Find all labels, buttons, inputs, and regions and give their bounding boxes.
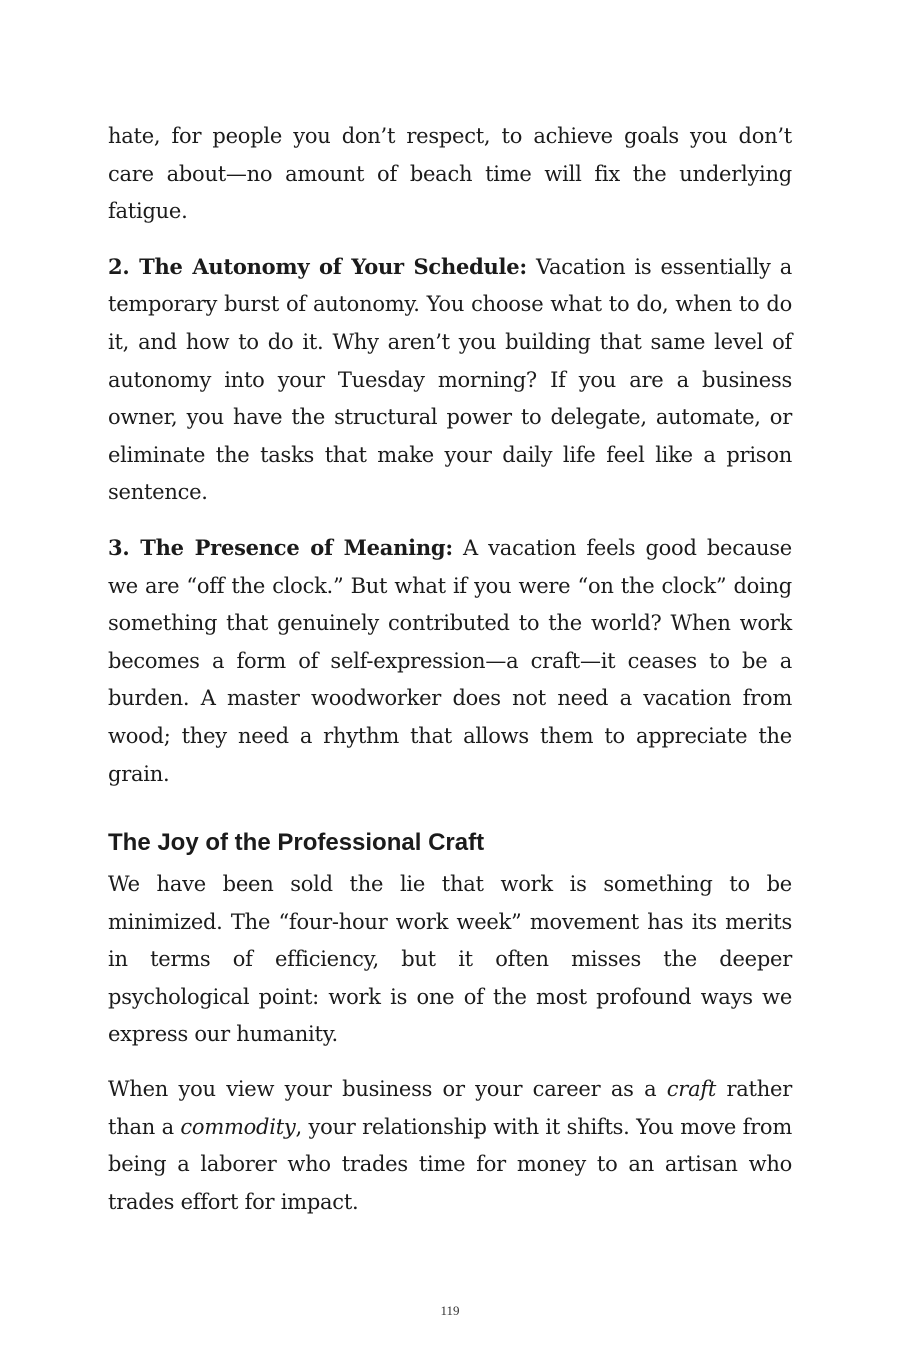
section-heading: The Joy of the Professional Craft [108, 829, 485, 857]
list-item-text: A vacation feels good because we are “off the clock.” But what if you were “on the clock” doing something that genuinely contributed to the world? When work becomes a form of self-expression—a craft—it ceases to be a burden. A master woodworker does not need a vacation from wood; they need a rhythm that allows them to appreciate the grain. [108, 535, 792, 786]
emphasis-craft: craft [666, 1077, 717, 1102]
list-item-autonomy [108, 248, 792, 512]
page-number: 119 [440, 1303, 460, 1318]
page-body [108, 118, 792, 1221]
emphasis-commodity: commodity [180, 1114, 296, 1139]
text-run: , your relationship with it shifts. You move from being a laborer who trades time for money to an artisan who trades effort for impact. [108, 1114, 792, 1214]
text-run: rather than a [108, 1077, 792, 1139]
paragraph-craft [108, 1071, 792, 1221]
list-item-label: 2. The Autonomy of Your Schedule: [108, 253, 527, 279]
paragraph-sold-lie: We have been sold the lie that work is something to be minimized. The “four-hour work week” movement has its merits in terms of efficiency, but it often misses the deeper psychological point: work is one of the most profound ways we express our humanity. [108, 872, 792, 1047]
list-item-meaning [108, 529, 792, 793]
paragraph-continuation: hate, for people you don’t respect, to achieve goals you don’t care about—no amount of beach time will fix the underlying fatigue. [108, 124, 792, 224]
text-run: When you view your business or your career as a [108, 1077, 667, 1102]
list-item-label: 3. The Presence of Meaning: [108, 534, 453, 560]
list-item-text: Vacation is essentially a temporary burst of autonomy. You choose what to do, when to do it, and how to do it. Why aren’t you building that same level of autonomy into your Tuesday morning? If you are a business owner, you have the structural power to delegate, automate, or eliminate the tasks that make your daily life feel like a prison sentence. [108, 254, 793, 505]
